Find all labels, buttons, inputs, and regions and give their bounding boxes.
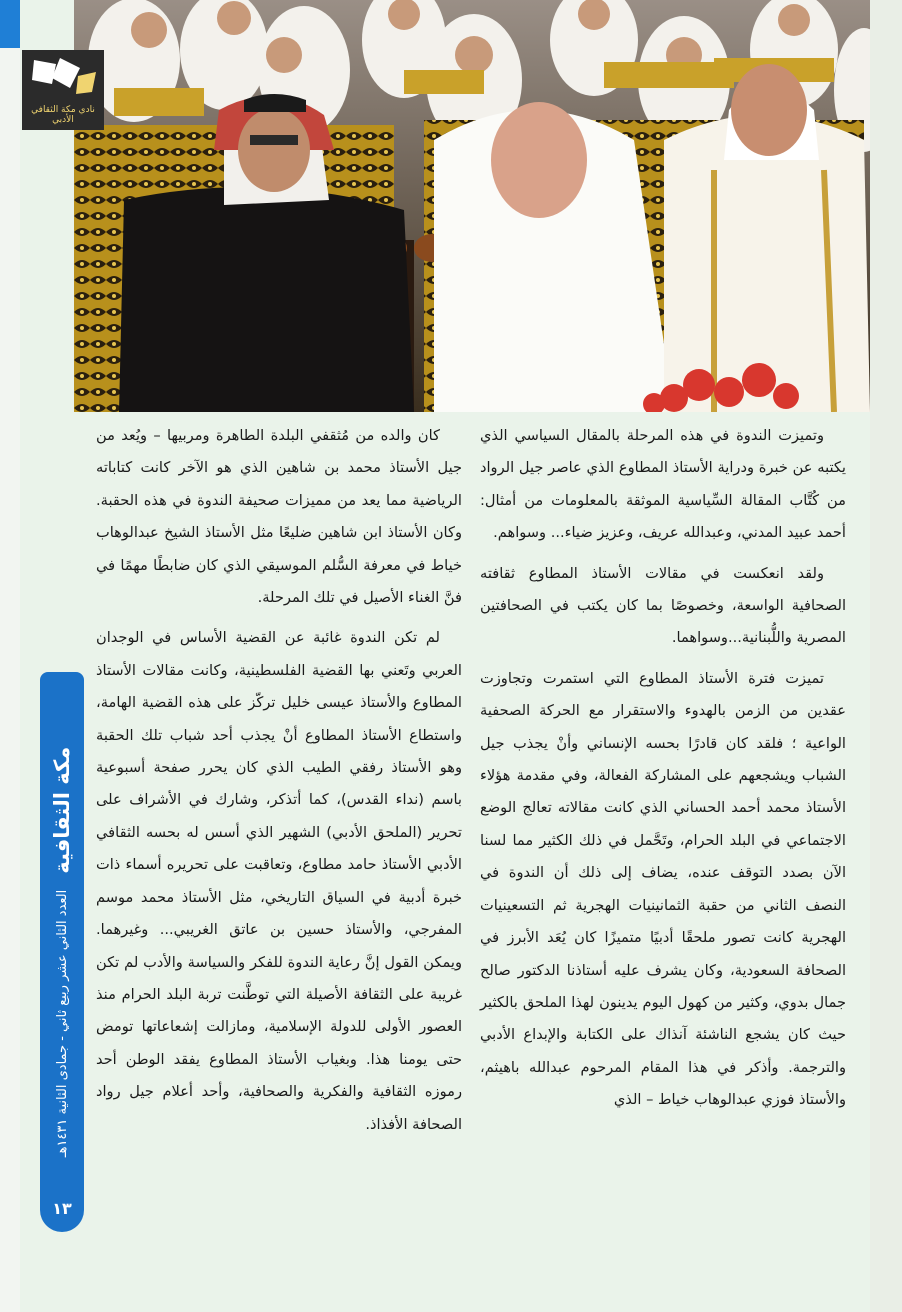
magazine-sidebar bbox=[40, 672, 84, 1232]
paragraph: ولقد انعكست في مقالات الأستاذ المطاوع ثقافته الصحافية الواسعة، وخصوصًا بما كان يكتب في الصحافتين المصرية واللُّبنانية...وسواهما. bbox=[480, 564, 846, 647]
event-photo bbox=[74, 0, 870, 412]
club-logo bbox=[22, 50, 104, 130]
paragraph: تميزت فترة الأستاذ المطاوع التي استمرت وتجاوزت عقدين من الزمن بالهدوء والاستقرار مع الحركة الصحفية الواعية ؛ فلقد كان قادرًا بحسه الإنساني وأنْ يجذب جيل الشباب ويشجعهم على المشاركة الفعالة، وفي مقدمة هؤلاء الأستاذ محمد أحمد الحساني الذي كانت مقالاته تعالج الوضع الاجتماعي في البلد الحرام، وتَحَّمل في ذلك الكثير مما لسنا الآن بصدد التوقف عنده، يضاف إلى ذلك أن الندوة في النصف الثاني من حقبة الثمانينيات الهجرية ثم التسعينيات الهجرية كانت تصور ملحقًا أدبيًا متميزًا كان يُعَد الأبرز في الصحافة السعودية، وكان يشرف عليه أستاذنا الدكتور صالح جمال بدوي، وكثير من كهول اليوم يدينون لهذا الملحق بالكثير حيث كان يشجع الناشئة آنذاك على الكتابة والإبداع الأدبي والترجمة. وأذكر في هذا المقام المرحوم عبدالله باهيثم، والأستاذ فوزي عبدالوهاب خياط – الذي bbox=[480, 669, 846, 1109]
magazine-name: مكة الثقافية bbox=[50, 746, 74, 874]
page-number: ١٣ bbox=[52, 1199, 72, 1218]
sidebar-title-block bbox=[50, 747, 74, 1157]
top-corner-stripe bbox=[0, 0, 20, 48]
right-margin bbox=[870, 0, 902, 1312]
article-column-right bbox=[480, 420, 846, 1117]
article-column-left bbox=[96, 420, 462, 1141]
club-logo-mark bbox=[22, 50, 104, 110]
paragraph: وتميزت الندوة في هذه المرحلة بالمقال السياسي الذي يكتبه عن خبرة ودراية الأستاذ المطاوع الذي عاصر جيل الرواد من كُتَّاب المقالة السِّياسية الموثقة بالمعلومات من أمثال: أحمد عبيد المدني، وعبدالله عريف، وعزيز ضياء... وسواهم. bbox=[480, 427, 846, 542]
left-margin-strip bbox=[0, 48, 20, 1312]
logo-text: نادي مكة الثقافي الأدبي bbox=[31, 105, 95, 125]
paragraph: كان والده من مُثقفي البلدة الطاهرة ومربيها – ويُعد من جيل الأستاذ محمد بن شاهين الذي هو الآخر كانت كتاباته الرياضية مما يعد من مميزات صحيفة الندوة في هذه الحقبة. وكان الأستاذ ابن شاهين ضليعًا مثل الأستاذ الشيخ عبدالوهاب خياط في معرفة السُّلم الموسيقي الذي كان ضابطًا مهمًا في فنَّ الغناء الأصيل في تلك المرحلة. bbox=[96, 427, 462, 607]
issue-info: العدد الثاني عشر ربيع ثاني - جمادى الثانية ١٤٣١هـ bbox=[54, 889, 70, 1158]
paragraph: لم تكن الندوة غائبة عن القضية الأساس في الوجدان العربي وتَعني بها القضية الفلسطينية، وكانت مقالات الأستاذ المطاوع والأستاذ عيسى خليل تركّز على هذه القضية الهامة، واستطاع الأستاذ المطاوع أنْ يجذب أحد شباب تلك الحقبة وهو الأستاذ رفقي الطيب الذي كان يحرر صفحة أسبوعية باسم (نداء القدس)، كما أتذكر، وشارك في الأشراف على تحرير (الملحق الأدبي) الشهير الذي أسس له بحسه الثقافي الأدبي الأستاذ حامد مطاوع، وتعاقبت على تحريره أسماء ذات خبرة أدبية في السياق التاريخي، مثل الأستاذ محمد موسم المفرجي، والأستاذ حسين بن عاتق الغريبي... وغيرهما. ويمكن القول إنَّ رعاية الندوة للفكر والسياسة والأدب لم تكن غريبة على الثقافة الأصيلة التي توطَّنت تربة البلد الحرام منذ العصور الأولى للدولة الإسلامية، ومازالت إشعاعاتها تومض حتى يومنا هذا. وبغياب الأستاذ المطاوع يفقد الوطن أحد رموزه الثقافية والفكرية والصحافية، وأحد أعلام جيل رواد الصحافة الأفذاذ. bbox=[96, 629, 462, 1133]
event-photo-drawing bbox=[74, 0, 870, 412]
